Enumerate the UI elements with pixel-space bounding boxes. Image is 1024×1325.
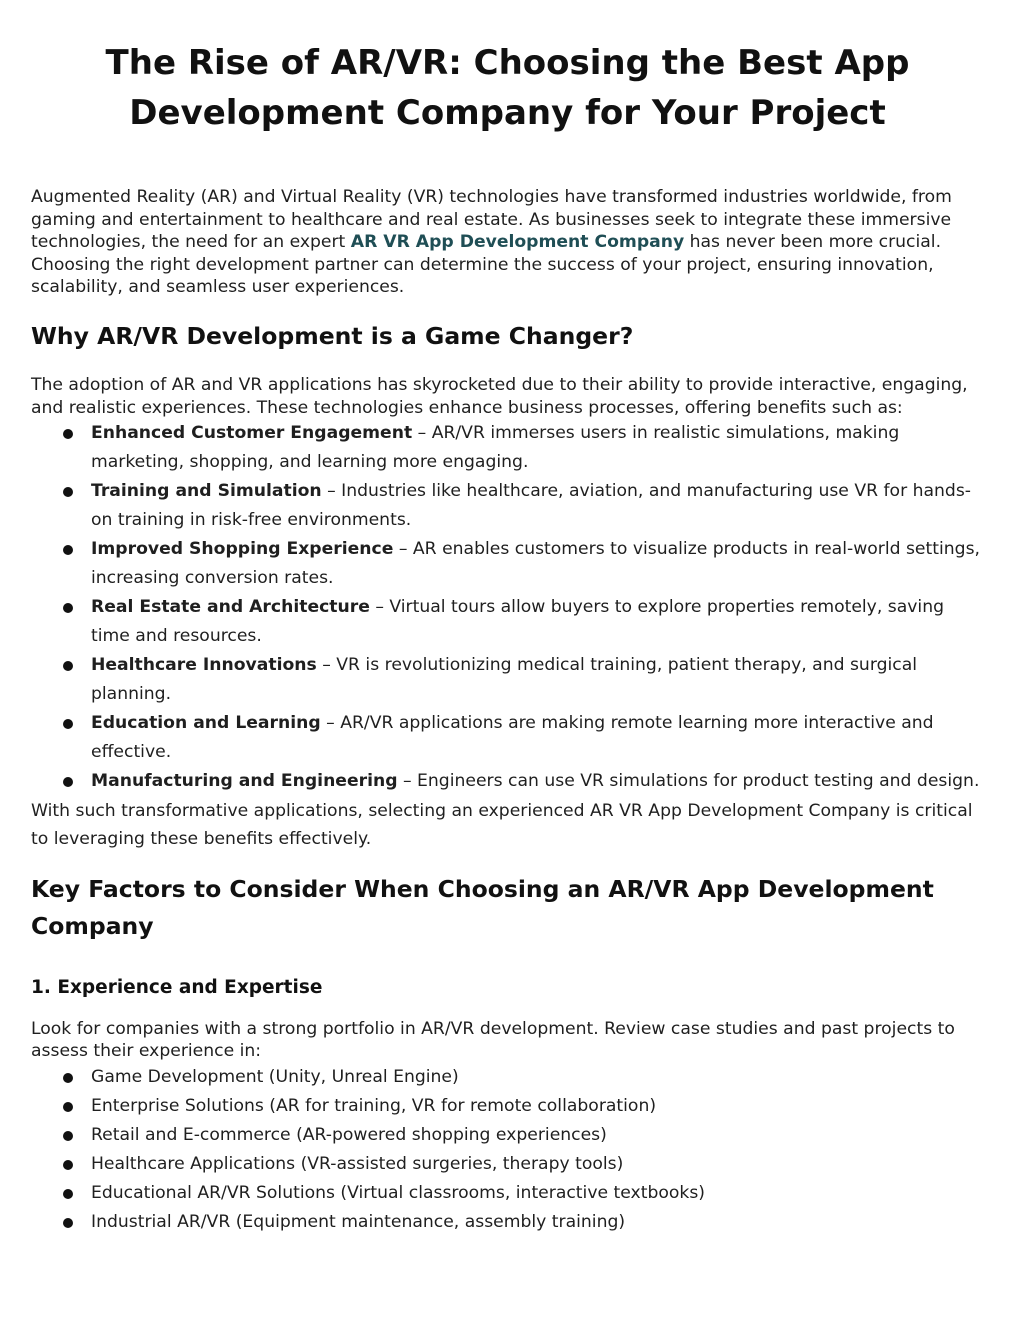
bullet-icon: [63, 487, 73, 497]
experience-list: [31, 1063, 984, 1237]
list-item: [31, 767, 984, 796]
section-heading-key-factors: Key Factors to Consider When Choosing an AR/VR App Development Company: [31, 874, 934, 940]
benefit-text: – Virtual tours allow buyers to explore properties remotely, saving time and resources.: [91, 597, 945, 646]
intro-paragraph: [31, 186, 984, 299]
benefit-text: – AR/VR applications are making remote learning more interactive and effective.: [91, 713, 934, 762]
list-item: [31, 1150, 984, 1179]
bullet-icon: [63, 1102, 73, 1112]
benefits-list: [31, 419, 984, 796]
list-item: [31, 1063, 984, 1092]
list-item: [31, 593, 984, 650]
list-item-text: Game Development (Unity, Unreal Engine): [91, 1066, 459, 1087]
list-item-text: Industrial AR/VR (Equipment maintenance, assembly training): [91, 1211, 626, 1232]
bullet-icon: [63, 1073, 73, 1083]
benefit-label: Healthcare Innovations: [91, 655, 317, 676]
list-item: [31, 1121, 984, 1150]
benefit-text: – AR/VR immerses users in realistic simulations, making marketing, shopping, and learning more engaging.: [91, 423, 900, 472]
subheading-experience: 1. Experience and Expertise: [31, 976, 323, 998]
bullet-icon: [63, 1218, 73, 1228]
bullet-icon: [63, 777, 73, 787]
benefit-text: – Industries like healthcare, aviation, and manufacturing use VR for hands-on training in risk-free environments.: [91, 481, 971, 530]
page-title: The Rise of AR/VR: Choosing the Best App Development Company for Your Project: [105, 43, 910, 133]
benefit-text: – Engineers can use VR simulations for product testing and design.: [397, 771, 980, 792]
bullet-icon: [63, 1160, 73, 1170]
benefit-label: Manufacturing and Engineering: [91, 771, 398, 792]
benefit-text: – VR is revolutionizing medical training, patient therapy, and surgical planning.: [91, 655, 918, 704]
list-item: [31, 1208, 984, 1237]
bullet-icon: [63, 1131, 73, 1141]
ar-vr-company-link[interactable]: AR VR App Development Company: [350, 232, 685, 253]
bullet-icon: [63, 545, 73, 555]
section-closing-paragraph: With such transformative applications, selecting an experienced AR VR App Development Company is critical to leveraging these benefits effectively.: [31, 800, 973, 849]
list-item-text: Enterprise Solutions (AR for training, VR for remote collaboration): [91, 1095, 657, 1116]
list-item-text: Healthcare Applications (VR-assisted surgeries, therapy tools): [91, 1153, 624, 1174]
section-heading-game-changer: Why AR/VR Development is a Game Changer?: [31, 321, 634, 350]
benefit-text: – AR enables customers to visualize products in real-world settings, increasing conversion rates.: [91, 539, 980, 588]
benefit-label: Improved Shopping Experience: [91, 539, 394, 560]
intro-text-after-link: has never been more crucial. Choosing the right development partner can determine the success of your project, ensuring innovation, scalability, and seamless user experiences.: [31, 232, 942, 298]
list-item-text: Retail and E-commerce (AR-powered shopping experiences): [91, 1124, 607, 1145]
list-item: [31, 1179, 984, 1208]
list-item: [31, 477, 984, 534]
section-paragraph-adoption: The adoption of AR and VR applications has skyrocketed due to their ability to provide interactive, engaging, and realistic experiences. These technologies enhance business processes, offering benefits such as:: [31, 374, 968, 418]
benefit-label: Training and Simulation: [91, 481, 322, 502]
benefit-label: Enhanced Customer Engagement: [91, 423, 413, 444]
benefit-label: Education and Learning: [91, 713, 321, 734]
bullet-icon: [63, 719, 73, 729]
section-paragraph-portfolio: Look for companies with a strong portfolio in AR/VR development. Review case studies and past projects to assess their experience in:: [31, 1018, 955, 1062]
benefit-label: Real Estate and Architecture: [91, 597, 370, 618]
list-item-text: Educational AR/VR Solutions (Virtual classrooms, interactive textbooks): [91, 1182, 705, 1203]
list-item: [31, 651, 984, 708]
bullet-icon: [63, 429, 73, 439]
list-item: [31, 419, 984, 476]
list-item: [31, 1092, 984, 1121]
bullet-icon: [63, 1189, 73, 1199]
list-item: [31, 709, 984, 766]
bullet-icon: [63, 603, 73, 613]
bullet-icon: [63, 661, 73, 671]
list-item: [31, 535, 984, 592]
intro-text-before-link: Augmented Reality (AR) and Virtual Reality (VR) technologies have transformed industries worldwide, from gaming and entertainment to healthcare and real estate. As businesses seek to integrate these immersive technologies, the need for an expert: [31, 187, 952, 253]
